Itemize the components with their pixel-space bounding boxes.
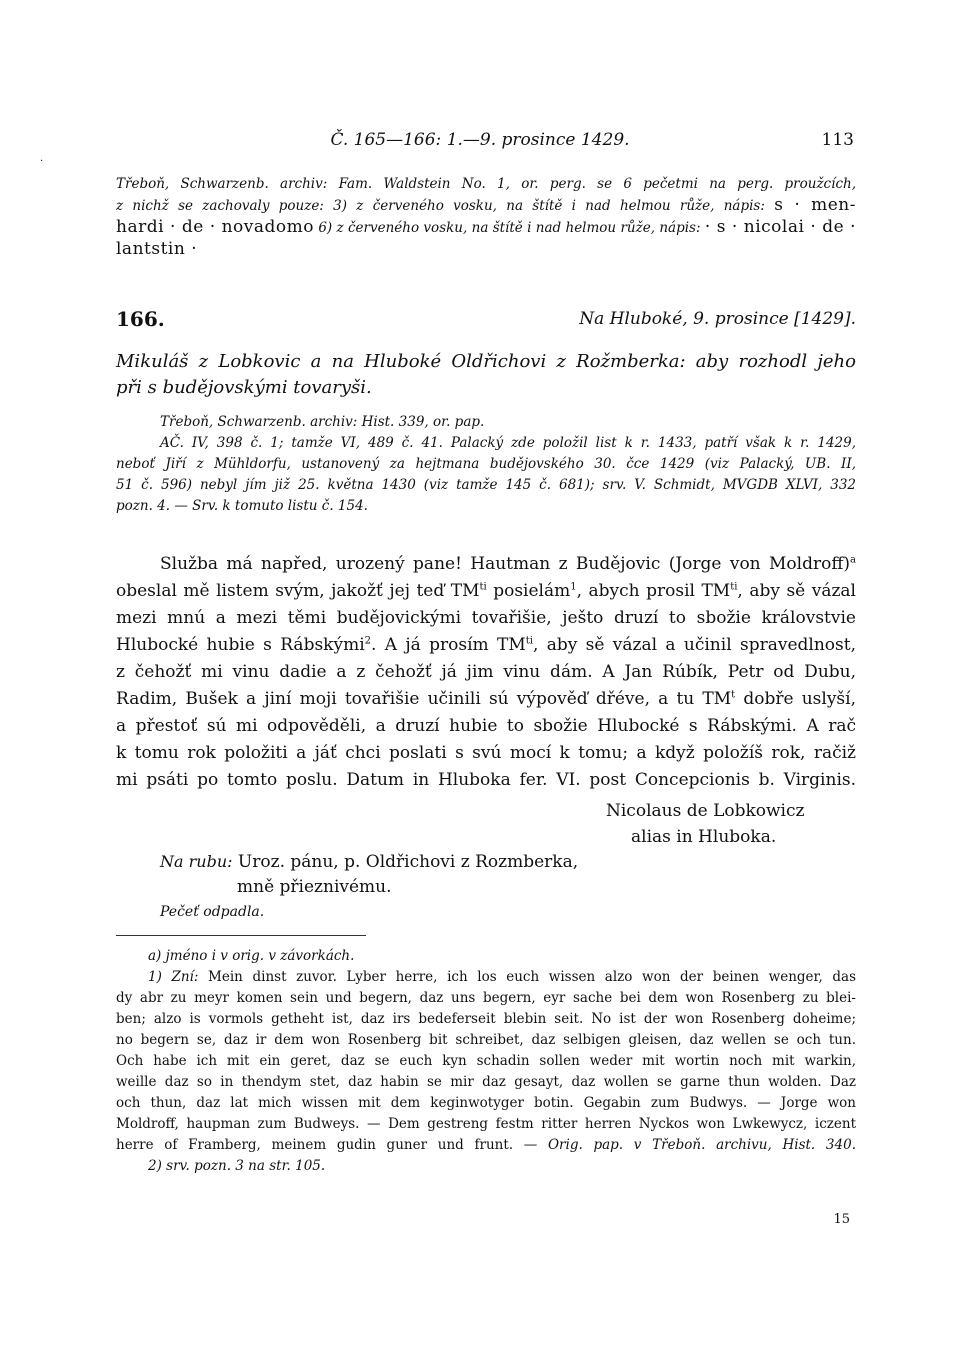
note-1-line-6: weille daz so in thendym stet, daz habin se mir daz gesayt, daz wollen se garne thun wolden. Daz [116, 1074, 856, 1090]
note-1-line-7: och thun, daz lat mich wissen mit dem keginwotyger botin. Gegabin zum Budwys. — Jorge won [116, 1095, 856, 1111]
margin-dot: · [40, 156, 44, 167]
regest [116, 349, 856, 401]
running-title: Č. 165—166: 1.—9. prosince 1429. [330, 130, 630, 150]
note-1-line-4: no begern se, daz ir dem won Rosenberg bit schreibet, daz selbigen gleisen, daz wellen se och tun. [116, 1032, 856, 1048]
address-line-2: mně přieznivému. [237, 877, 392, 897]
seal-legend-3: · s · nicolai · de · [704, 217, 857, 237]
source-line-5: pozn. 4. — Srv. k tomuto listu č. 154. [116, 498, 368, 514]
text-line-8: k tomu rok položiti a jáť chci poslati s svú mocí k tomu; a když položíš rok, račiž [116, 743, 856, 763]
text-line-3: mezi mnú a mezi těmi budějovickými tovařišie, ješto druzí to sbožie královstvie [116, 608, 856, 628]
text-line-9: mi psáti po tomto poslu. Datum in Hluboka fer. VI. post Concepcionis b. Virginis. [116, 770, 857, 790]
source-line-1: Třeboň, Schwarzenb. archiv: Hist. 339, or. pap. [160, 414, 485, 430]
seal-legend-2: hardi · de · novadomo [116, 217, 314, 237]
regest-line-2: při s budějovskými tovaryši. [116, 377, 372, 398]
address-line-1: Na rubu: Uroz. pánu, p. Oldřichovi z Rozmberka, [160, 852, 579, 872]
seal-line-1: Třeboň, Schwarzenb. archiv: Fam. Waldstein No. 1, or. perg. se 6 pečetmi na perg. proužcích, [116, 176, 856, 192]
text-line-5: z čehožť mi vinu dadie a z čehožť já jim vinu dám. A Jan Rúbík, Petr od Dubu, [116, 662, 856, 682]
note-1-line-3: ben; alzo is vormols getheht ist, daz irs bedeferseit blebin seit. No ist der won Rosenberg doheime; [116, 1011, 856, 1027]
seal-line-2: z nichž se zachovaly pouze: 3) z červeného vosku, na štítě i nad helmou růže, nápis: s · men- [116, 195, 856, 215]
source-line-3: neboť Jiří z Mühldorfu, ustanovený za hejtmana budějovského 30. čce 1429 (viz Palacký, UB. II, [116, 456, 856, 472]
text-line-6: Radim, Bušek a jiní moji tovařišie učinili sú výpověď dřéve, a tu $TM^t$ dobře uslyší, [116, 689, 856, 709]
seal-remark: Pečeť odpadla. [160, 904, 265, 920]
note-1-line-2: dy abr zu meyr komen sein und begern, daz uns begern, eyr sache bei dem won Rosenberg zu blei- [116, 990, 856, 1006]
seal-line-3: hardi · de · novadomo 6) z červeného vosku, na štítě i nad helmou růže, nápis: · s · nicolai · de · [116, 217, 857, 237]
page-number: 113 [821, 130, 854, 150]
signature-mark: 15 [833, 1212, 850, 1227]
document-number: 166. [116, 307, 165, 331]
note-1-line-9: herre of Framberg, meinem gudin guner und frunt. — Orig. pap. v Třeboň. archivu, Hist. 340. [116, 1137, 856, 1153]
footnotes [116, 946, 856, 1177]
note-2: 2) srv. pozn. 3 na str. 105. [148, 1158, 326, 1174]
text-line-1: Služba má napřed, urozený pane! Hautman z Budějovic (Jorge von Moldroff)$^a$ [160, 554, 856, 574]
text-line-4: Hlubocké hubie s Rábskými$^2$. A já prosím $TM^{ti}$, aby sě vázal a učinil spravedlnost, [116, 635, 856, 655]
document-place-date: Na Hluboké, 9. prosince [1429]. [579, 309, 856, 329]
letter-text [116, 551, 856, 794]
seal-legend-4: lantstin · [116, 239, 198, 259]
footnote-rule [116, 935, 366, 936]
source-line-4: 51 č. 596) nebyl jím již 25. května 1430 (viz tamže 145 č. 681); srv. V. Schmidt, MVGDB XLVI, 332 [116, 477, 856, 493]
signature-name: Nicolaus de Lobkowicz [606, 801, 805, 821]
seal-line-4 [116, 239, 856, 261]
note-1-line-5: Och habe ich mit ein geret, daz se euch kyn schadin sollen weder mit wortin noch mit warkin, [116, 1053, 856, 1069]
source-apparatus [116, 412, 856, 517]
note-1-line-8: Moldroff, haupman zum Budweys. — Dem gestreng festm ritter herren Nyckos won Lwkewycz, iczent [116, 1116, 856, 1132]
address-label: Na rubu: [160, 852, 233, 871]
seal-legend-1: s · men- [774, 195, 856, 215]
text-line-2: obeslal mě listem svým, jakožť jej teď $TM^{ti}$ posielám$^1$, abych prosil $TM^{ti}$, aby sě vázal [116, 581, 856, 601]
seal-description [116, 174, 856, 261]
source-line-2: AČ. IV, 398 č. 1; tamže VI, 489 č. 41. Palacký zde položil list k r. 1433, patří však k r. 1429, [160, 435, 856, 451]
text-line-7: a přestoť sú mi odpověděli, a druzí hubie to sbožie Hlubocké s Rábskými. A rač [116, 716, 856, 736]
regest-line-1: Mikuláš z Lobkovic a na Hluboké Oldřichovi z Rožmberka: aby rozhodl jeho [116, 351, 856, 372]
note-1-line-1: 1) Zní: Mein dinst zuvor. Lyber herre, ich los euch wissen alzo won der beinen wenger, das [148, 969, 857, 985]
signature-alias: alias in Hluboka. [631, 827, 777, 847]
note-a: a) jméno i v orig. v závorkách. [148, 948, 355, 964]
